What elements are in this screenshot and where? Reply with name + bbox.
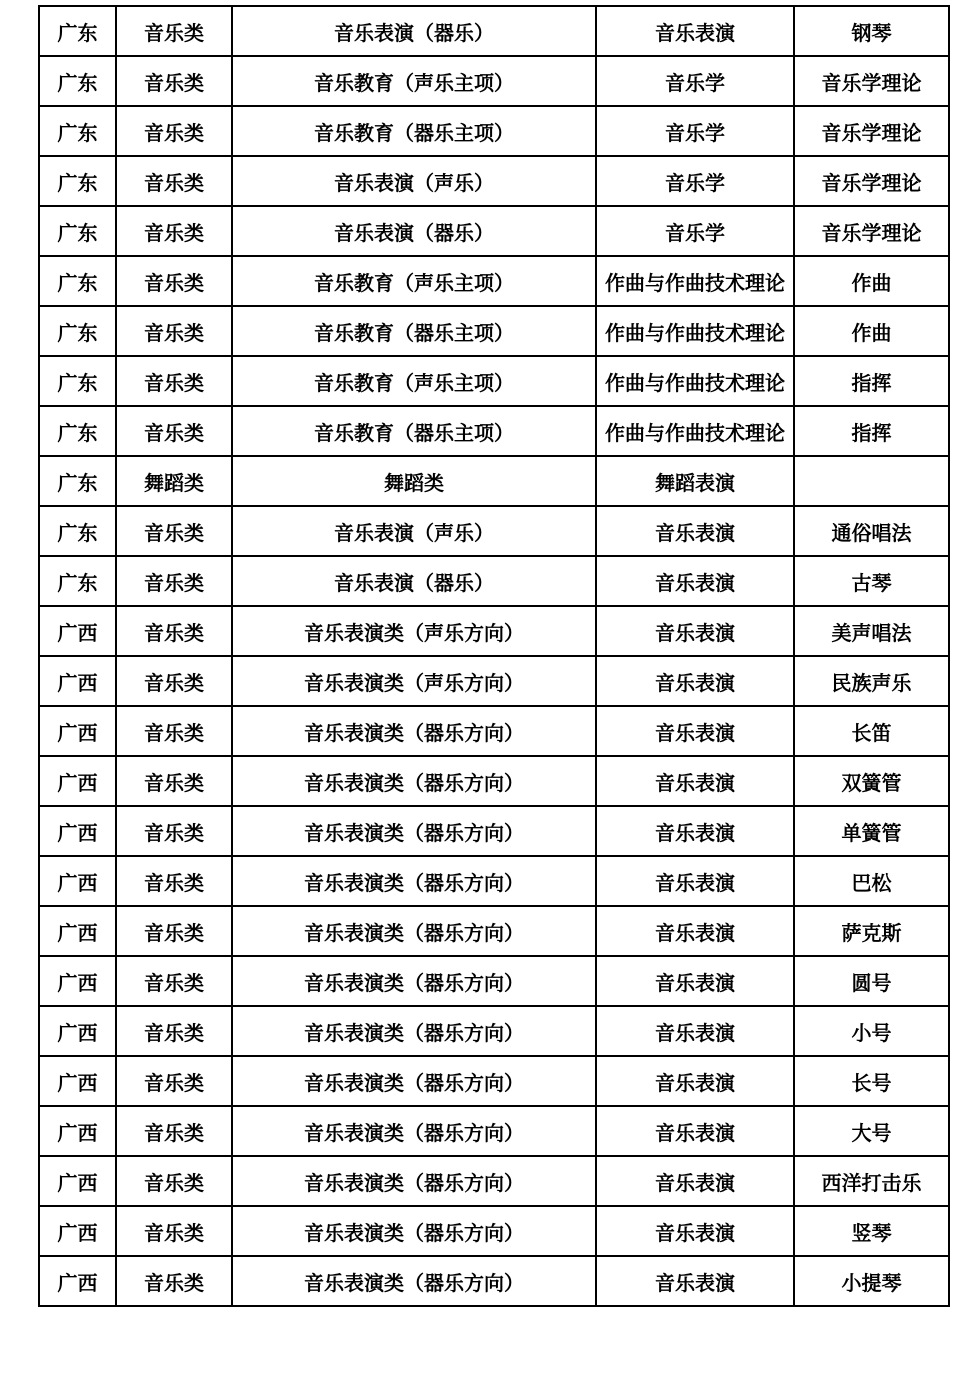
table-row [39, 306, 949, 356]
cell-province: 广东 [39, 56, 116, 106]
cell-category: 音乐类 [116, 956, 232, 1006]
cell-province: 广东 [39, 456, 116, 506]
cell-category: 音乐类 [116, 756, 232, 806]
cell-specialty: 音乐学理论 [794, 156, 949, 206]
cell-specialty: 圆号 [794, 956, 949, 1006]
cell-category: 音乐类 [116, 1056, 232, 1106]
cell-major: 作曲与作曲技术理论 [596, 306, 794, 356]
cell-program: 音乐表演类（器乐方向） [232, 756, 596, 806]
table-row [39, 6, 949, 56]
table-row [39, 906, 949, 956]
cell-category: 音乐类 [116, 1006, 232, 1056]
cell-program: 音乐表演类（器乐方向） [232, 956, 596, 1006]
table-row [39, 1206, 949, 1256]
cell-category: 音乐类 [116, 656, 232, 706]
cell-major: 音乐学 [596, 56, 794, 106]
cell-major: 音乐表演 [596, 1006, 794, 1056]
cell-specialty: 巴松 [794, 856, 949, 906]
cell-specialty: 音乐学理论 [794, 56, 949, 106]
cell-province: 广西 [39, 1006, 116, 1056]
cell-major: 音乐表演 [596, 1056, 794, 1106]
cell-category: 舞蹈类 [116, 456, 232, 506]
cell-specialty: 双簧管 [794, 756, 949, 806]
cell-province: 广东 [39, 306, 116, 356]
cell-province: 广东 [39, 6, 116, 56]
cell-province: 广西 [39, 1056, 116, 1106]
cell-province: 广西 [39, 1106, 116, 1156]
cell-program: 音乐表演类（器乐方向） [232, 1256, 596, 1306]
cell-major: 音乐表演 [596, 1206, 794, 1256]
cell-specialty: 音乐学理论 [794, 106, 949, 156]
cell-program: 舞蹈类 [232, 456, 596, 506]
cell-program: 音乐表演（声乐） [232, 506, 596, 556]
cell-category: 音乐类 [116, 706, 232, 756]
table-row [39, 506, 949, 556]
cell-program: 音乐表演类（器乐方向） [232, 856, 596, 906]
cell-program: 音乐表演（声乐） [232, 156, 596, 206]
cell-category: 音乐类 [116, 206, 232, 256]
cell-major: 音乐学 [596, 206, 794, 256]
table-row [39, 356, 949, 406]
cell-program: 音乐表演类（器乐方向） [232, 1156, 596, 1206]
cell-category: 音乐类 [116, 6, 232, 56]
table-row [39, 256, 949, 306]
cell-province: 广西 [39, 1206, 116, 1256]
cell-category: 音乐类 [116, 256, 232, 306]
cell-major: 音乐表演 [596, 6, 794, 56]
cell-category: 音乐类 [116, 1106, 232, 1156]
cell-program: 音乐教育（器乐主项） [232, 106, 596, 156]
table-row [39, 556, 949, 606]
table-row [39, 1056, 949, 1106]
cell-program: 音乐表演类（声乐方向） [232, 606, 596, 656]
cell-specialty: 作曲 [794, 306, 949, 356]
cell-major: 作曲与作曲技术理论 [596, 256, 794, 306]
cell-specialty: 单簧管 [794, 806, 949, 856]
cell-province: 广西 [39, 806, 116, 856]
cell-province: 广西 [39, 906, 116, 956]
cell-province: 广东 [39, 156, 116, 206]
cell-category: 音乐类 [116, 856, 232, 906]
cell-program: 音乐教育（声乐主项） [232, 56, 596, 106]
cell-program: 音乐表演（器乐） [232, 556, 596, 606]
cell-program: 音乐表演类（器乐方向） [232, 806, 596, 856]
table-row [39, 1156, 949, 1206]
cell-province: 广东 [39, 356, 116, 406]
table-row [39, 1006, 949, 1056]
cell-specialty: 西洋打击乐 [794, 1156, 949, 1206]
cell-program: 音乐表演类（器乐方向） [232, 906, 596, 956]
cell-major: 音乐表演 [596, 756, 794, 806]
cell-category: 音乐类 [116, 356, 232, 406]
cell-program: 音乐表演类（器乐方向） [232, 1056, 596, 1106]
cell-specialty: 作曲 [794, 256, 949, 306]
cell-major: 音乐表演 [596, 606, 794, 656]
cell-specialty: 小号 [794, 1006, 949, 1056]
cell-specialty: 通俗唱法 [794, 506, 949, 556]
cell-province: 广西 [39, 756, 116, 806]
table-row [39, 406, 949, 456]
cell-province: 广西 [39, 1156, 116, 1206]
cell-major: 音乐表演 [596, 1106, 794, 1156]
cell-province: 广西 [39, 1256, 116, 1306]
cell-category: 音乐类 [116, 56, 232, 106]
cell-program: 音乐表演类（器乐方向） [232, 1106, 596, 1156]
cell-program: 音乐表演类（器乐方向） [232, 706, 596, 756]
cell-specialty: 民族声乐 [794, 656, 949, 706]
table-row [39, 806, 949, 856]
cell-major: 音乐学 [596, 106, 794, 156]
cell-program: 音乐表演类（声乐方向） [232, 656, 596, 706]
cell-specialty: 小提琴 [794, 1256, 949, 1306]
table-row [39, 606, 949, 656]
cell-specialty: 萨克斯 [794, 906, 949, 956]
cell-program: 音乐教育（器乐主项） [232, 406, 596, 456]
cell-specialty: 长笛 [794, 706, 949, 756]
cell-category: 音乐类 [116, 556, 232, 606]
cell-specialty: 指挥 [794, 356, 949, 406]
cell-major: 音乐表演 [596, 1156, 794, 1206]
cell-province: 广西 [39, 856, 116, 906]
cell-category: 音乐类 [116, 406, 232, 456]
table-row [39, 856, 949, 906]
cell-category: 音乐类 [116, 1206, 232, 1256]
table-row [39, 156, 949, 206]
table-row [39, 656, 949, 706]
cell-major: 音乐表演 [596, 956, 794, 1006]
cell-major: 音乐表演 [596, 706, 794, 756]
cell-program: 音乐教育（声乐主项） [232, 356, 596, 406]
cell-category: 音乐类 [116, 806, 232, 856]
admissions-table [38, 5, 950, 1307]
table-row [39, 56, 949, 106]
table-row [39, 456, 949, 506]
cell-specialty: 大号 [794, 1106, 949, 1156]
cell-program: 音乐教育（声乐主项） [232, 256, 596, 306]
cell-category: 音乐类 [116, 306, 232, 356]
cell-specialty: 竖琴 [794, 1206, 949, 1256]
cell-province: 广东 [39, 106, 116, 156]
cell-category: 音乐类 [116, 1156, 232, 1206]
cell-province: 广东 [39, 206, 116, 256]
cell-specialty: 长号 [794, 1056, 949, 1106]
table-row [39, 106, 949, 156]
cell-category: 音乐类 [116, 506, 232, 556]
table-row [39, 206, 949, 256]
cell-specialty: 钢琴 [794, 6, 949, 56]
cell-province: 广西 [39, 656, 116, 706]
cell-major: 音乐表演 [596, 906, 794, 956]
cell-program: 音乐表演类（器乐方向） [232, 1206, 596, 1256]
cell-category: 音乐类 [116, 1256, 232, 1306]
cell-category: 音乐类 [116, 906, 232, 956]
cell-major: 作曲与作曲技术理论 [596, 356, 794, 406]
table-row [39, 1106, 949, 1156]
cell-major: 音乐学 [596, 156, 794, 206]
cell-category: 音乐类 [116, 156, 232, 206]
cell-specialty: 音乐学理论 [794, 206, 949, 256]
cell-major: 作曲与作曲技术理论 [596, 406, 794, 456]
table-row [39, 956, 949, 1006]
cell-specialty: 指挥 [794, 406, 949, 456]
cell-major: 音乐表演 [596, 806, 794, 856]
cell-province: 广西 [39, 706, 116, 756]
cell-province: 广东 [39, 556, 116, 606]
cell-program: 音乐表演（器乐） [232, 6, 596, 56]
cell-province: 广东 [39, 506, 116, 556]
cell-specialty: 古琴 [794, 556, 949, 606]
cell-program: 音乐表演（器乐） [232, 206, 596, 256]
cell-province: 广西 [39, 956, 116, 1006]
cell-major: 音乐表演 [596, 856, 794, 906]
table-row [39, 1256, 949, 1306]
cell-program: 音乐教育（器乐主项） [232, 306, 596, 356]
table-body [39, 6, 949, 1306]
cell-specialty [794, 456, 949, 506]
cell-category: 音乐类 [116, 106, 232, 156]
cell-specialty: 美声唱法 [794, 606, 949, 656]
cell-major: 舞蹈表演 [596, 456, 794, 506]
table-row [39, 706, 949, 756]
cell-major: 音乐表演 [596, 506, 794, 556]
cell-province: 广东 [39, 256, 116, 306]
table-row [39, 756, 949, 806]
cell-program: 音乐表演类（器乐方向） [232, 1006, 596, 1056]
cell-major: 音乐表演 [596, 656, 794, 706]
cell-major: 音乐表演 [596, 1256, 794, 1306]
cell-category: 音乐类 [116, 606, 232, 656]
cell-province: 广西 [39, 606, 116, 656]
cell-major: 音乐表演 [596, 556, 794, 606]
cell-province: 广东 [39, 406, 116, 456]
